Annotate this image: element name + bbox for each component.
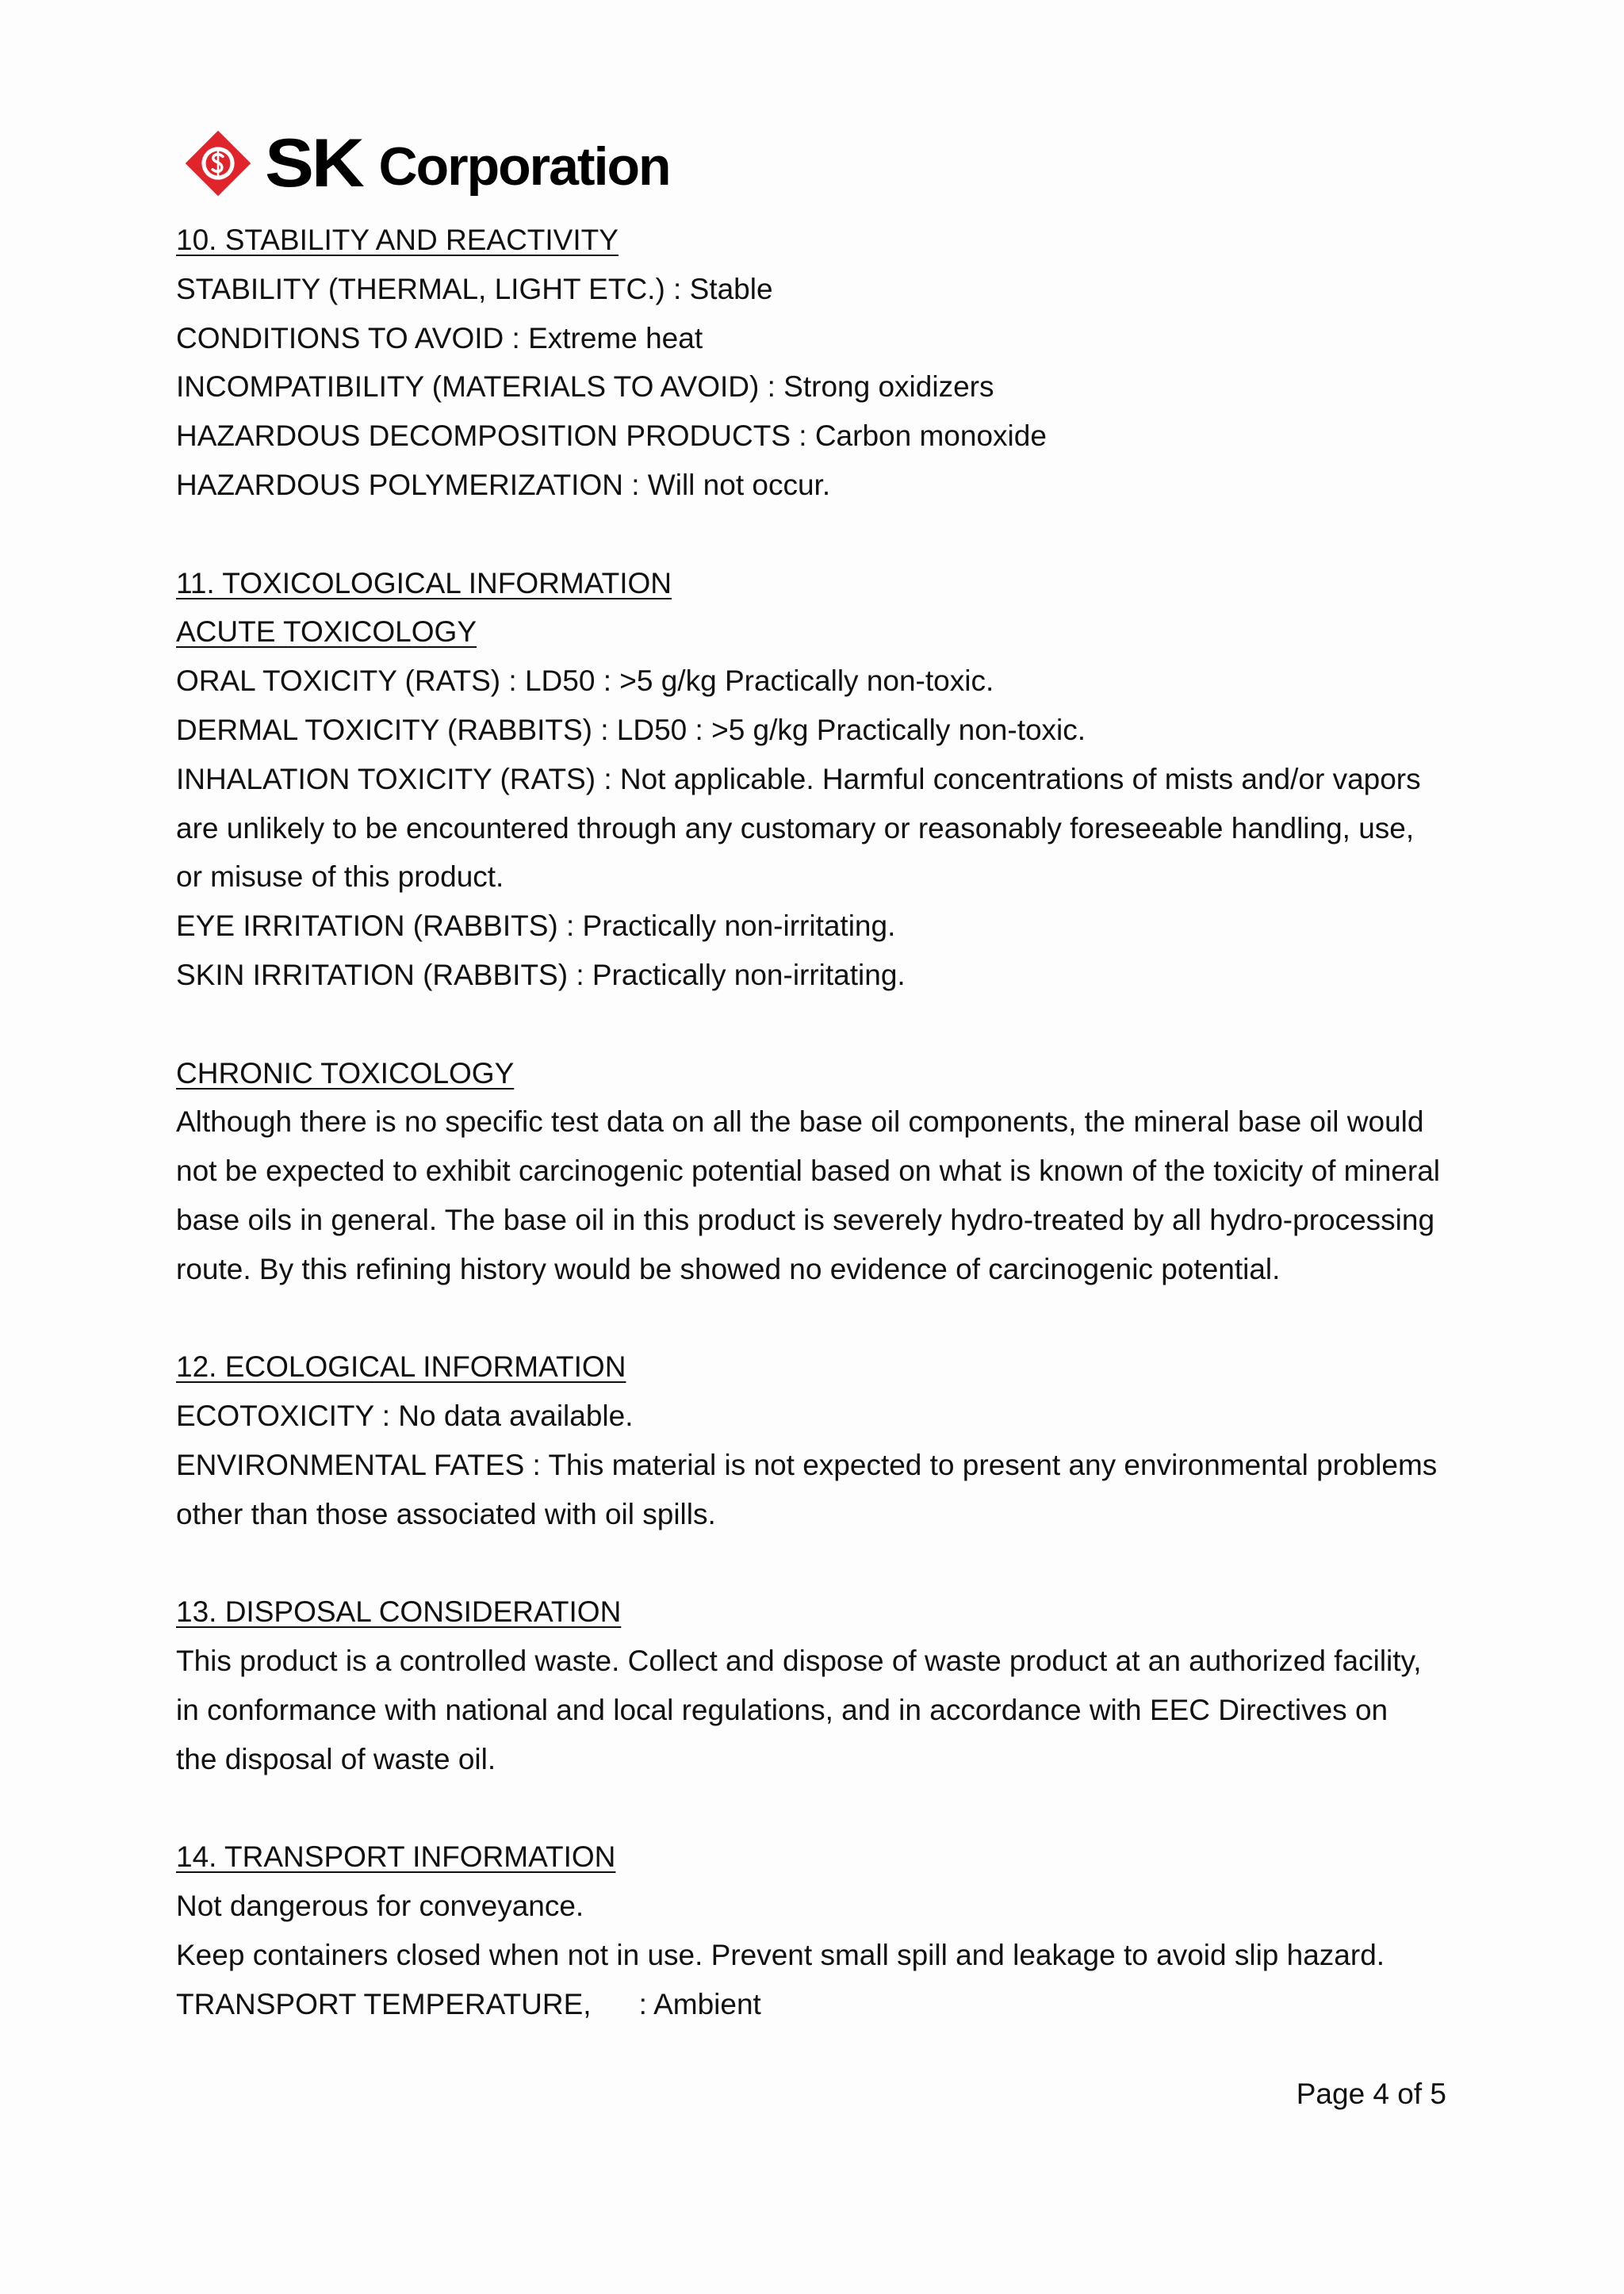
text-line: CONDITIONS TO AVOID : Extreme heat (176, 321, 703, 354)
text-line: route. By this refining history would be showed no evidence of carcinogenic potential. (176, 1252, 1281, 1285)
text-line: ORAL TOXICITY (RATS) : LD50 : >5 g/kg Practically non-toxic. (176, 664, 994, 698)
transport-temperature-label: TRANSPORT TEMPERATURE, (176, 1987, 592, 2020)
text-line: This product is a controlled waste. Collect and dispose of waste product at an authorized facility, (176, 1645, 1422, 1678)
subsection-heading: ACUTE TOXICOLOGY (176, 615, 477, 649)
section-disposal-consideration (176, 1587, 1477, 1783)
section-heading: 11. TOXICOLOGICAL INFORMATION (176, 566, 672, 599)
section-heading: 10. STABILITY AND REACTIVITY (176, 224, 619, 256)
transport-temperature-value: : Ambient (638, 1987, 761, 2020)
text-line: INCOMPATIBILITY (MATERIALS TO AVOID) : Strong oxidizers (176, 370, 994, 404)
text-line: DERMAL TOXICITY (RABBITS) : LD50 : >5 g/kg Practically non-toxic. (176, 713, 1086, 746)
text-line: in conformance with national and local regulations, and in accordance with EEC Directives on (176, 1693, 1388, 1726)
section-stability-reactivity (176, 216, 1477, 510)
document-body (176, 216, 1477, 2028)
section-ecological-information (176, 1342, 1477, 1538)
text-line: HAZARDOUS DECOMPOSITION PRODUCTS : Carbon monoxide (176, 419, 1047, 453)
section-heading: 13. DISPOSAL CONSIDERATION (176, 1595, 622, 1629)
sk-diamond-logo-icon (184, 129, 252, 197)
section-transport-information (176, 1833, 1477, 2028)
section-heading: 14. TRANSPORT INFORMATION (176, 1840, 616, 1874)
text-line: EYE IRRITATION (RABBITS) : Practically non-irritating. (176, 910, 896, 943)
text-line: ENVIRONMENTAL FATES : This material is not expected to present any environmental problems (176, 1448, 1438, 1481)
transport-temperature-line (176, 1980, 1477, 2029)
text-line: ECOTOXICITY : No data available. (176, 1400, 634, 1433)
logo-sk-text: SK (265, 125, 362, 201)
text-line: Although there is no specific test data on all the base oil components, the mineral base oil would (176, 1105, 1424, 1139)
text-line: SKIN IRRITATION (RABBITS) : Practically non-irritating. (176, 958, 906, 991)
text-line: or misuse of this product. (176, 860, 504, 894)
text-line: INHALATION TOXICITY (RATS) : Not applicable. Harmful concentrations of mists and/or vapors (176, 762, 1421, 795)
text-line: other than those associated with oil spills. (176, 1497, 716, 1530)
section-toxicological-information (176, 559, 1477, 1294)
text-line: not be expected to exhibit carcinogenic potential based on what is known of the toxicity of mineral (176, 1155, 1440, 1188)
company-logo (184, 125, 670, 201)
text-line: HAZARDOUS POLYMERIZATION : Will not occur. (176, 468, 831, 501)
text-line: base oils in general. The base oil in this product is severely hydro-treated by all hydro-processing (176, 1203, 1435, 1236)
section-heading: 12. ECOLOGICAL INFORMATION (176, 1350, 626, 1384)
subsection-heading: CHRONIC TOXICOLOGY (176, 1056, 515, 1090)
text-line: Not dangerous for conveyance. (176, 1890, 584, 1923)
text-line: the disposal of waste oil. (176, 1742, 496, 1775)
text-line: Keep containers closed when not in use. Prevent small spill and leakage to avoid slip hazard. (176, 1938, 1385, 1971)
text-line: STABILITY (THERMAL, LIGHT ETC.) : Stable (176, 272, 773, 305)
page-number: Page 4 of 5 (1296, 2078, 1446, 2110)
logo-corporation-text: Corporation (378, 136, 670, 197)
text-line: are unlikely to be encountered through any customary or reasonably foreseeable handling, use, (176, 811, 1415, 844)
